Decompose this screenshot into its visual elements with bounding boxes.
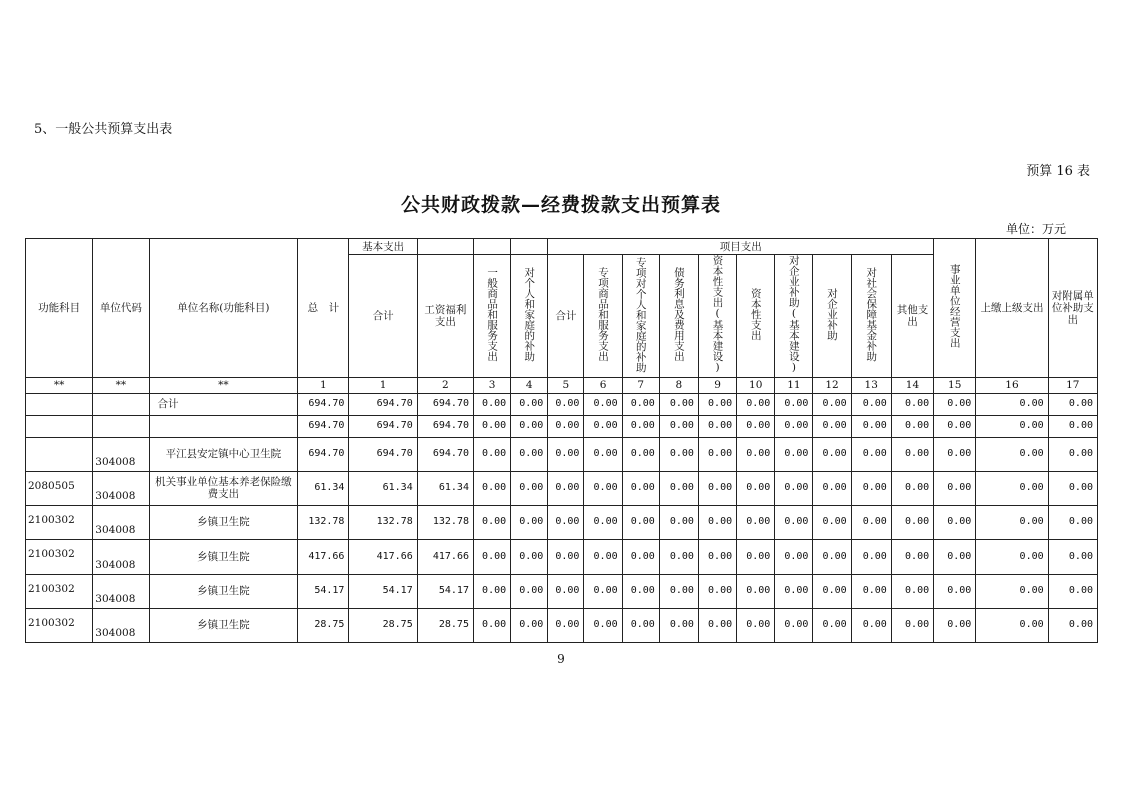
amount-cell: 0.00 [737,415,775,437]
header-goods [473,255,510,378]
header-func-subject: 功能科目 [26,239,93,378]
unit-name-cell: 机关事业单位基本养老保险缴费支出 [149,471,298,505]
amount-cell: 0.00 [584,608,622,642]
index-cell: 6 [584,377,622,393]
amount-cell: 0.00 [891,393,933,415]
index-cell: 2 [417,377,473,393]
amount-cell: 0.00 [548,608,584,642]
index-cell: 1 [349,377,417,393]
unit-name-cell: 乡镇卫生院 [149,574,298,608]
amount-cell: 0.00 [737,539,775,574]
index-cell: 11 [775,377,813,393]
amount-cell: 0.00 [851,393,891,415]
unit-code-cell [93,393,149,415]
header-affiliate: 对附属单位补助支出 [1048,239,1097,378]
amount-cell: 0.00 [1048,505,1097,539]
amount-cell: 0.00 [584,415,622,437]
amount-cell: 0.00 [698,608,736,642]
amount-cell: 0.00 [737,608,775,642]
amount-cell: 0.00 [473,393,510,415]
table-row [26,505,1098,539]
amount-cell: 0.00 [698,574,736,608]
amount-cell: 0.00 [659,505,698,539]
amount-cell: 0.00 [851,471,891,505]
unit-code-cell: 304008 [93,574,149,608]
amount-cell: 0.00 [473,471,510,505]
amount-cell: 694.70 [349,415,417,437]
header-blank [511,239,548,255]
header-other: 其他支出 [891,255,933,378]
amount-cell: 0.00 [1048,574,1097,608]
amount-cell: 0.00 [548,437,584,471]
func-code-cell: 2100302 [26,574,93,608]
amount-cell: 0.00 [934,608,976,642]
header-salary: 工资福利支出 [417,255,473,378]
amount-cell: 0.00 [622,574,659,608]
amount-cell: 417.66 [417,539,473,574]
amount-cell: 0.00 [737,437,775,471]
amount-cell: 0.00 [934,393,976,415]
header-proj-total: 合计 [548,255,584,378]
amount-cell: 0.00 [851,437,891,471]
page-number: 9 [557,652,565,666]
amount-cell: 0.00 [698,415,736,437]
header-debt-text: 债务利息及费用支出 [672,267,685,362]
amount-cell: 0.00 [976,393,1048,415]
header-special-goods-text: 专项商品和服务支出 [597,267,610,362]
header-capital-basic-text: 资本性支出(基本建设) [711,255,724,374]
amount-cell: 54.17 [298,574,349,608]
amount-cell: 0.00 [584,539,622,574]
amount-cell: 0.00 [1048,539,1097,574]
index-cell: 8 [659,377,698,393]
amount-cell: 0.00 [622,471,659,505]
amount-cell: 0.00 [584,471,622,505]
amount-cell: 0.00 [1048,608,1097,642]
header-blank [473,239,510,255]
amount-cell: 0.00 [473,415,510,437]
header-capital-basic [698,255,736,378]
amount-cell: 0.00 [659,437,698,471]
index-cell: 1 [298,377,349,393]
amount-cell: 0.00 [473,505,510,539]
amount-cell: 694.70 [298,437,349,471]
amount-cell: 54.17 [417,574,473,608]
amount-cell: 54.17 [349,574,417,608]
amount-cell: 0.00 [584,574,622,608]
amount-cell: 0.00 [473,437,510,471]
amount-cell: 0.00 [891,471,933,505]
header-basic-group: 基本支出 [349,239,417,255]
index-cell: 10 [737,377,775,393]
table-row [26,393,1098,415]
amount-cell: 0.00 [698,471,736,505]
amount-cell: 0.00 [698,539,736,574]
amount-cell: 0.00 [548,574,584,608]
func-code-cell [26,415,93,437]
amount-cell: 61.34 [417,471,473,505]
unit-code-cell: 304008 [93,505,149,539]
amount-cell: 61.34 [349,471,417,505]
amount-cell: 0.00 [891,539,933,574]
index-cell: 12 [813,377,851,393]
header-remit: 上缴上级支出 [976,239,1048,378]
table-number: 预算 16 表 [1026,164,1090,179]
budget-table [25,238,1098,643]
amount-cell: 0.00 [737,574,775,608]
table-row [26,415,1098,437]
amount-cell: 0.00 [891,574,933,608]
func-code-cell [26,393,93,415]
amount-cell: 0.00 [891,415,933,437]
amount-cell: 0.00 [511,574,548,608]
header-goods-text: 一般商品和服务支出 [486,267,499,362]
amount-cell: 0.00 [622,505,659,539]
header-unit-name: 单位名称(功能科目) [149,239,298,378]
amount-cell: 0.00 [891,437,933,471]
amount-cell: 0.00 [775,471,813,505]
amount-cell: 694.70 [417,437,473,471]
header-enterprise [813,255,851,378]
amount-cell: 0.00 [891,608,933,642]
header-unit-code: 单位代码 [93,239,149,378]
unit-code-cell [93,415,149,437]
table-row [26,574,1098,608]
amount-cell: 0.00 [511,539,548,574]
amount-cell: 0.00 [976,471,1048,505]
amount-cell: 0.00 [851,415,891,437]
func-code-cell: 2080505 [26,471,93,505]
header-basic-total: 合计 [349,255,417,378]
amount-cell: 0.00 [851,505,891,539]
amount-cell: 0.00 [659,415,698,437]
header-total: 总 计 [298,239,349,378]
index-cell: 13 [851,377,891,393]
amount-cell: 0.00 [511,393,548,415]
func-code-cell: 2100302 [26,608,93,642]
amount-cell: 0.00 [473,608,510,642]
amount-cell: 694.70 [298,415,349,437]
amount-cell: 0.00 [775,415,813,437]
amount-cell: 0.00 [511,505,548,539]
header-business-text: 事业单位经营支出 [948,264,961,349]
index-cell: 16 [976,377,1048,393]
amount-cell: 0.00 [548,415,584,437]
section-title: 5、一般公共预算支出表 [34,122,173,137]
amount-cell: 694.70 [298,393,349,415]
amount-cell: 0.00 [548,471,584,505]
header-debt [659,255,698,378]
header-enterprise-basic [775,255,813,378]
unit-name-cell: 合计 [149,393,298,415]
table-row [26,437,1098,471]
amount-cell: 0.00 [1048,437,1097,471]
amount-cell: 0.00 [891,505,933,539]
table-row [26,471,1098,505]
header-business [934,239,976,378]
amount-cell: 0.00 [934,574,976,608]
amount-cell: 0.00 [622,608,659,642]
index-cell: 5 [548,377,584,393]
amount-cell: 0.00 [737,505,775,539]
amount-cell: 694.70 [417,393,473,415]
amount-cell: 0.00 [934,415,976,437]
amount-cell: 694.70 [417,415,473,437]
header-personal-text: 对个人和家庭的补助 [523,267,536,362]
amount-cell: 0.00 [473,574,510,608]
index-cell: 15 [934,377,976,393]
amount-cell: 0.00 [511,415,548,437]
amount-cell: 0.00 [976,505,1048,539]
index-row [26,377,1098,393]
header-special-goods [584,255,622,378]
header-blank [417,239,473,255]
amount-cell: 0.00 [737,393,775,415]
unit-label: 单位：万元 [1006,222,1067,236]
index-cell: 14 [891,377,933,393]
index-cell: 7 [622,377,659,393]
header-special-personal-text: 专项对个人和家庭的补助 [634,256,647,372]
unit-name-cell: 乡镇卫生院 [149,539,298,574]
amount-cell: 0.00 [976,437,1048,471]
header-social [851,255,891,378]
amount-cell: 0.00 [548,505,584,539]
amount-cell: 0.00 [698,505,736,539]
amount-cell: 0.00 [976,608,1048,642]
amount-cell: 0.00 [473,539,510,574]
amount-cell: 28.75 [298,608,349,642]
amount-cell: 0.00 [548,393,584,415]
amount-cell: 0.00 [775,539,813,574]
amount-cell: 0.00 [511,608,548,642]
amount-cell: 0.00 [698,437,736,471]
index-cell: 3 [473,377,510,393]
header-enterprise-basic-text: 对企业补助(基本建设) [787,255,800,374]
amount-cell: 0.00 [775,505,813,539]
amount-cell: 0.00 [511,437,548,471]
header-capital-text: 资本性支出 [749,288,762,341]
amount-cell: 0.00 [584,437,622,471]
amount-cell: 0.00 [698,393,736,415]
amount-cell: 417.66 [349,539,417,574]
amount-cell: 0.00 [813,437,851,471]
table-row [26,539,1098,574]
amount-cell: 0.00 [622,437,659,471]
unit-code-cell: 304008 [93,471,149,505]
index-cell: 4 [511,377,548,393]
amount-cell: 0.00 [813,574,851,608]
amount-cell: 0.00 [775,393,813,415]
amount-cell: 61.34 [298,471,349,505]
amount-cell: 0.00 [813,393,851,415]
func-code-cell: 2100302 [26,505,93,539]
amount-cell: 0.00 [1048,471,1097,505]
func-code-cell: 2100302 [26,539,93,574]
header-enterprise-text: 对企业补助 [826,288,839,341]
amount-cell: 0.00 [622,393,659,415]
amount-cell: 0.00 [1048,393,1097,415]
amount-cell: 694.70 [349,393,417,415]
amount-cell: 0.00 [548,539,584,574]
header-social-text: 对社会保障基金补助 [865,267,878,362]
index-cell: 9 [698,377,736,393]
amount-cell: 0.00 [659,574,698,608]
amount-cell: 0.00 [1048,415,1097,437]
index-cell: ** [149,377,298,393]
amount-cell: 0.00 [813,415,851,437]
unit-code-cell: 304008 [93,539,149,574]
amount-cell: 0.00 [976,539,1048,574]
func-code-cell [26,437,93,471]
unit-name-cell: 乡镇卫生院 [149,608,298,642]
amount-cell: 0.00 [584,505,622,539]
amount-cell: 0.00 [813,505,851,539]
index-cell: 17 [1048,377,1097,393]
page-title: 公共财政拨款—经费拨款支出预算表 [400,194,721,216]
amount-cell: 0.00 [813,471,851,505]
amount-cell: 0.00 [659,539,698,574]
index-cell: ** [93,377,149,393]
index-cell: ** [26,377,93,393]
amount-cell: 0.00 [659,608,698,642]
amount-cell: 0.00 [775,574,813,608]
amount-cell: 0.00 [659,471,698,505]
amount-cell: 0.00 [934,539,976,574]
amount-cell: 0.00 [813,608,851,642]
amount-cell: 0.00 [934,505,976,539]
header-capital [737,255,775,378]
amount-cell: 0.00 [934,437,976,471]
amount-cell: 28.75 [349,608,417,642]
amount-cell: 0.00 [976,574,1048,608]
amount-cell: 694.70 [349,437,417,471]
amount-cell: 132.78 [417,505,473,539]
amount-cell: 0.00 [976,415,1048,437]
amount-cell: 0.00 [775,437,813,471]
table-row [26,608,1098,642]
amount-cell: 0.00 [584,393,622,415]
amount-cell: 0.00 [851,539,891,574]
amount-cell: 132.78 [349,505,417,539]
amount-cell: 0.00 [851,608,891,642]
amount-cell: 0.00 [934,471,976,505]
amount-cell: 0.00 [775,608,813,642]
amount-cell: 0.00 [622,539,659,574]
unit-code-cell: 304008 [93,437,149,471]
amount-cell: 132.78 [298,505,349,539]
amount-cell: 0.00 [659,393,698,415]
unit-name-cell [149,415,298,437]
amount-cell: 0.00 [813,539,851,574]
unit-name-cell: 乡镇卫生院 [149,505,298,539]
amount-cell: 417.66 [298,539,349,574]
amount-cell: 0.00 [851,574,891,608]
amount-cell: 28.75 [417,608,473,642]
header-project-group: 项目支出 [548,239,934,255]
amount-cell: 0.00 [622,415,659,437]
amount-cell: 0.00 [511,471,548,505]
header-special-personal [622,255,659,378]
amount-cell: 0.00 [737,471,775,505]
unit-name-cell: 平江县安定镇中心卫生院 [149,437,298,471]
unit-code-cell: 304008 [93,608,149,642]
header-personal [511,255,548,378]
